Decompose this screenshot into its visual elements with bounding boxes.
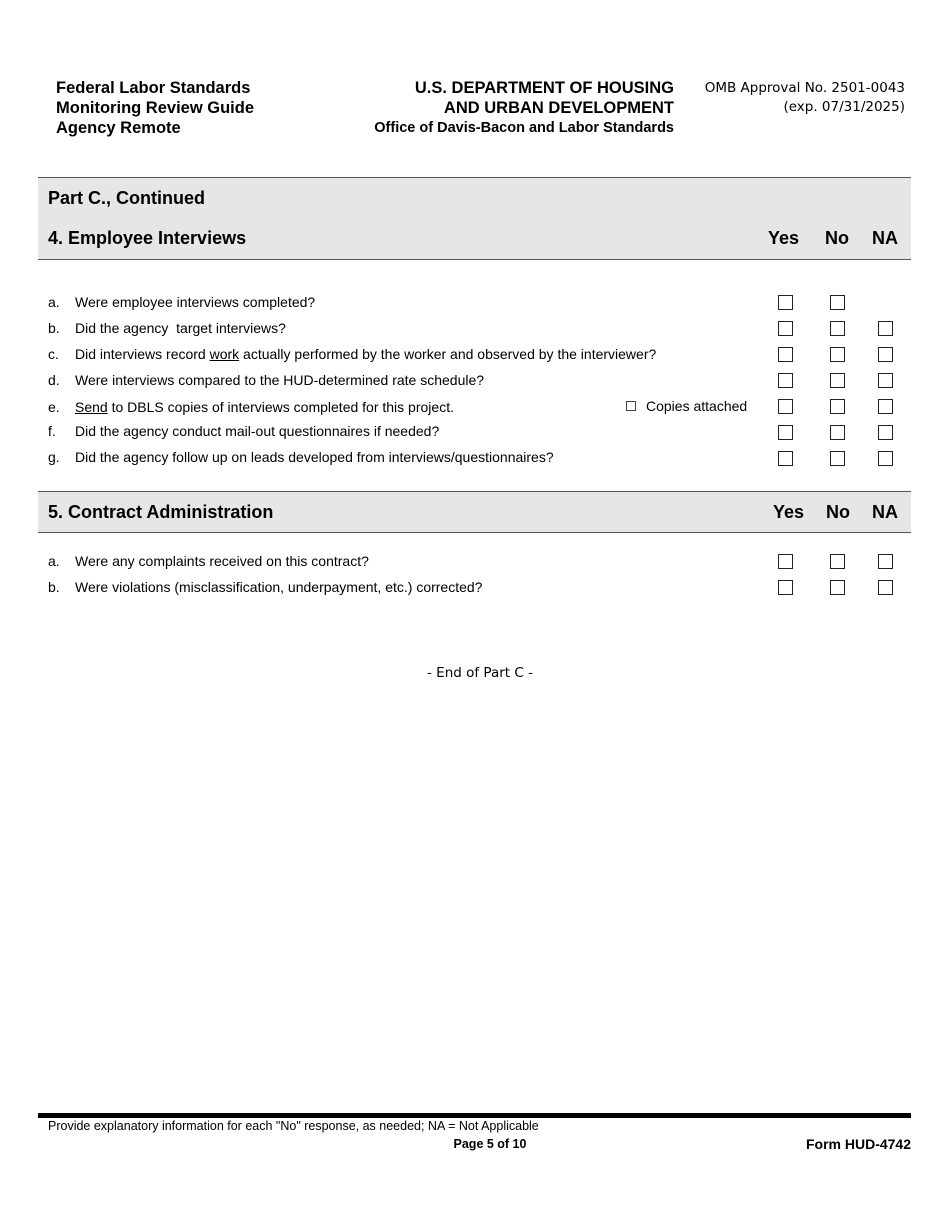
header-department: [374, 78, 674, 138]
omb-expiration: (exp. 07/31/2025): [783, 99, 905, 115]
header-omb: [705, 79, 905, 117]
item-letter: g.: [48, 449, 60, 465]
column-yes: Yes: [773, 502, 805, 522]
yes-checkbox[interactable]: [778, 451, 793, 466]
question-underlined: work: [209, 346, 240, 362]
header-left-line: Agency Remote: [56, 119, 181, 137]
form-number: Form HUD-4742: [805, 1136, 911, 1152]
end-of-part-text: - End of Part C -: [427, 665, 533, 681]
item-question: Did the agency target interviews?: [75, 320, 286, 336]
column-no: No: [826, 502, 850, 522]
item-question: [75, 399, 454, 415]
yes-checkbox[interactable]: [778, 347, 793, 362]
yes-checkbox[interactable]: [778, 425, 793, 440]
part-banner: [38, 177, 911, 219]
na-checkbox[interactable]: [878, 399, 893, 414]
part-banner-title: Part C., Continued: [48, 188, 205, 208]
question-text: to DBLS copies of interviews completed for this project.: [107, 399, 454, 415]
section-5-header: [38, 491, 911, 533]
department-line: AND URBAN DEVELOPMENT: [443, 99, 674, 117]
item-question: Were employee interviews completed?: [75, 294, 316, 310]
item-letter: c.: [48, 346, 59, 362]
item-question: Were violations (misclassification, underpayment, etc.) corrected?: [75, 579, 483, 595]
copies-attached-label: Copies attached: [646, 398, 748, 414]
header-left-line: Monitoring Review Guide: [56, 99, 255, 117]
question-underlined: Send: [75, 399, 108, 415]
yes-checkbox[interactable]: [778, 399, 793, 414]
no-checkbox[interactable]: [830, 425, 845, 440]
item-question: [75, 346, 656, 362]
column-no: No: [825, 228, 849, 248]
page-number: Page 5 of 10: [453, 1137, 527, 1151]
na-checkbox[interactable]: [878, 451, 893, 466]
yes-checkbox[interactable]: [778, 554, 793, 569]
footer-note: Provide explanatory information for each "No" response, as needed; NA = Not Applicable: [48, 1119, 539, 1133]
omb-number: OMB Approval No. 2501-0043: [704, 80, 905, 96]
no-checkbox[interactable]: [830, 295, 845, 310]
column-yes: Yes: [768, 228, 800, 248]
item-question: Did the agency follow up on leads developed from interviews/questionnaires?: [75, 449, 554, 465]
footer-rule: [38, 1113, 911, 1118]
no-checkbox[interactable]: [830, 399, 845, 414]
section-5-title: 5. Contract Administration: [48, 502, 274, 522]
item-letter: b.: [48, 320, 60, 336]
header-left-line: Federal Labor Standards: [56, 79, 251, 97]
item-letter: a.: [48, 294, 60, 310]
item-question: Did the agency conduct mail-out questionnaires if needed?: [75, 423, 440, 439]
na-checkbox[interactable]: [878, 554, 893, 569]
item-letter: e.: [48, 399, 60, 415]
no-checkbox[interactable]: [830, 347, 845, 362]
no-checkbox[interactable]: [830, 321, 845, 336]
na-checkbox[interactable]: [878, 321, 893, 336]
yes-checkbox[interactable]: [778, 373, 793, 388]
yes-checkbox[interactable]: [778, 295, 793, 310]
no-checkbox[interactable]: [830, 554, 845, 569]
no-checkbox[interactable]: [830, 580, 845, 595]
department-line: U.S. DEPARTMENT OF HOUSING: [414, 79, 674, 97]
copies-attached-checkbox[interactable]: [626, 401, 636, 411]
column-na: NA: [872, 502, 898, 522]
section-4-header: [38, 218, 911, 260]
question-text: Did interviews record: [75, 346, 210, 362]
na-checkbox[interactable]: [878, 373, 893, 388]
item-letter: a.: [48, 553, 60, 569]
na-checkbox[interactable]: [878, 580, 893, 595]
question-text: actually performed by the worker and observed by the interviewer?: [239, 346, 657, 362]
no-checkbox[interactable]: [830, 451, 845, 466]
item-question: Were interviews compared to the HUD-determined rate schedule?: [75, 372, 485, 388]
section-4-title: 4. Employee Interviews: [48, 228, 247, 248]
item-letter: f.: [48, 423, 56, 439]
na-checkbox[interactable]: [878, 347, 893, 362]
yes-checkbox[interactable]: [778, 321, 793, 336]
no-checkbox[interactable]: [830, 373, 845, 388]
item-question: Were any complaints received on this contract?: [75, 553, 369, 569]
yes-checkbox[interactable]: [778, 580, 793, 595]
column-na: NA: [872, 228, 898, 248]
na-checkbox[interactable]: [878, 425, 893, 440]
item-letter: d.: [48, 372, 60, 388]
header-form-title: [56, 78, 254, 138]
office-line: Office of Davis-Bacon and Labor Standards: [374, 120, 674, 136]
item-letter: b.: [48, 579, 60, 595]
